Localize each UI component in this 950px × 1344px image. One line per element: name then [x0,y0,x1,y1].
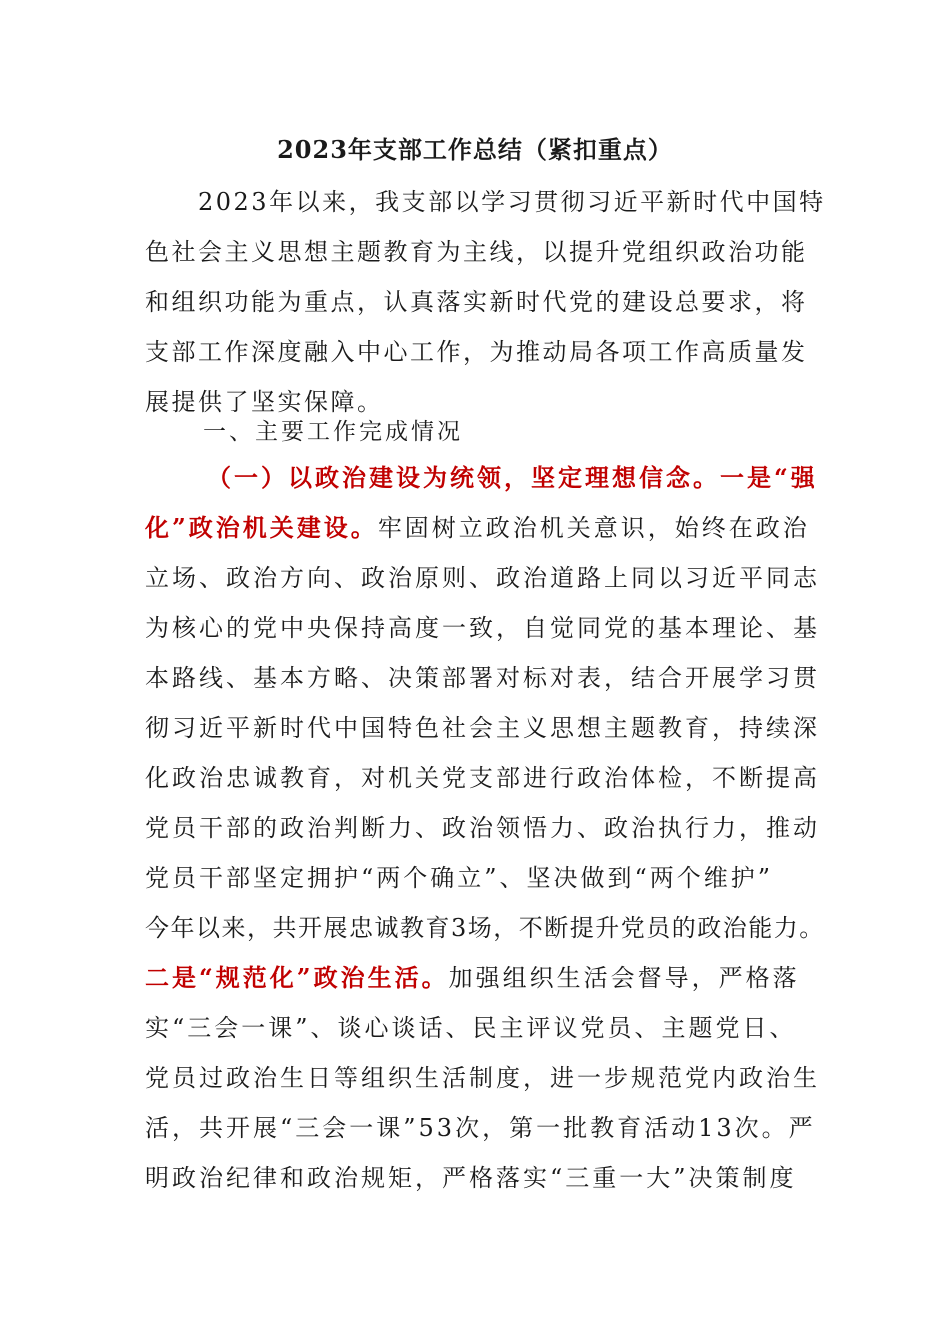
red-heading-text: 化”政治机关建设。 [145,513,378,542]
body-text: 加强组织生活会督导，严格落 [448,964,800,992]
intro-line: 色社会主义思想主题教育为主线，以提升党组织政治功能 [145,238,808,266]
body-line: 本路线、基本方略、决策部署对标对表，结合开展学习贯 [145,664,820,692]
body-line [145,953,825,1003]
body-line: 为核心的党中央保持高度一致，自觉同党的基本理论、基 [145,614,820,642]
body-line: 今年以来，共开展忠诚教育3场，不断提升党员的政治能力。 [145,914,825,942]
body-line: 彻习近平新时代中国特色社会主义思想主题教育，持续深 [145,714,820,742]
red-heading-text: 二是“规范化”政治生活。 [145,963,449,992]
body-line [145,503,825,553]
body-text: 牢固树立政治机关意识，始终在政治 [377,514,810,542]
body-line: 党员过政治生日等组织生活制度，进一步规范党内政治生 [145,1064,820,1092]
intro-line: 和组织功能为重点，认真落实新时代党的建设总要求，将 [145,288,808,316]
section-heading: 一、主要工作完成情况 [203,419,463,445]
body-line: 活，共开展“三会一课”53次，第一批教育活动13次。严 [145,1114,816,1142]
body-line: 明政治纪律和政治规矩，严格落实“三重一大”决策制度 [145,1164,797,1192]
body-line: 化政治忠诚教育，对机关党支部进行政治体检，不断提高 [145,764,820,792]
body-paragraph [145,453,825,1203]
intro-paragraph [145,177,825,427]
intro-line: 展提供了坚实保障。 [145,388,384,416]
intro-line: 支部工作深度融入中心工作，为推动局各项工作高质量发 [145,338,808,366]
intro-line: 2023年以来，我支部以学习贯彻习近平新时代中国特 [198,188,826,216]
body-line: 实“三会一课”、谈心谈话、民主评议党员、主题党日、 [145,1014,797,1042]
body-line [145,453,825,503]
body-line: 立场、政治方向、政治原则、政治道路上同以习近平同志 [145,564,820,592]
red-heading-text: （一）以政治建设为统领，坚定理想信念。一是“强 [207,463,818,492]
document-title: 2023年支部工作总结（紧扣重点） [277,135,673,164]
body-line: 党员干部坚定拥护“两个确立”、坚决做到“两个维护” [145,864,774,892]
body-line: 党员干部的政治判断力、政治领悟力、政治执行力，推动 [145,814,820,842]
